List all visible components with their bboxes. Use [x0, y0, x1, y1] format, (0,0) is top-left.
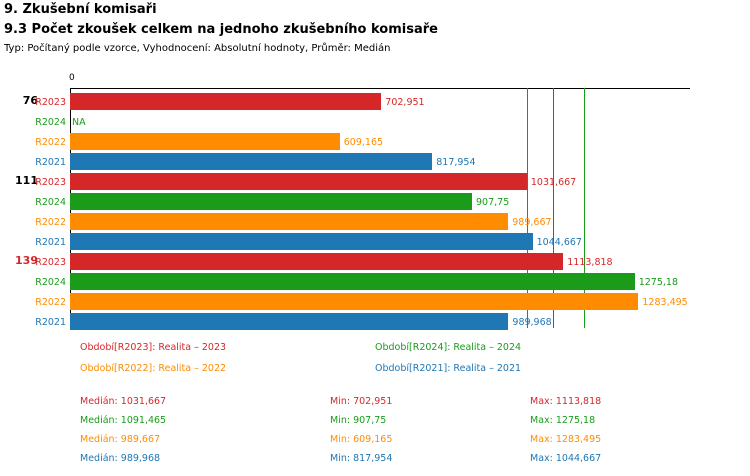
legend-item-r2024[interactable]: Období[R2024]: Realita – 2024: [375, 342, 522, 353]
category-label-111-R2024: R2024: [35, 197, 66, 208]
bar-value-111-R2024: 907,75: [476, 197, 510, 208]
bar-76-R2023: [70, 93, 381, 110]
bar-value-76-R2022: 609,165: [343, 137, 384, 148]
stat-min-r2023: Min: 702,951: [330, 396, 393, 407]
legend-item-r2022[interactable]: Období[R2022]: Realita – 2022: [80, 363, 227, 374]
category-label-76-R2023: R2023: [35, 97, 66, 108]
bar-111-R2022: [70, 213, 508, 230]
gridline-1: [553, 88, 554, 328]
bar-value-139-R2023: 1113,818: [567, 257, 613, 268]
page-title: 9. Zkušební komisaři: [4, 2, 157, 17]
axis-top-line: [70, 88, 690, 89]
chart-plot-area: [70, 88, 690, 328]
category-label-139-R2021: R2021: [35, 317, 66, 328]
bar-value-76-R2023: 702,951: [385, 97, 425, 108]
bar-111-R2021: [70, 233, 533, 250]
stat-max-r2021: Max: 1044,667: [530, 453, 602, 464]
stat-median-r2023: Medián: 1031,667: [80, 396, 167, 407]
category-label-76-R2024: R2024: [35, 117, 66, 128]
bar-value-139-R2022: 1283,495: [642, 297, 688, 308]
group-label-139: 139: [15, 254, 38, 267]
stat-min-r2022: Min: 609,165: [330, 434, 393, 445]
bar-value-139-R2021: 989,968: [512, 317, 552, 328]
gridline-0: [527, 88, 528, 328]
bar-value-76-R2024: NA: [72, 117, 86, 128]
category-label-76-R2022: R2022: [35, 137, 66, 148]
category-label-111-R2022: R2022: [35, 217, 66, 228]
category-label-139-R2022: R2022: [35, 297, 66, 308]
stat-median-r2022: Medián: 989,667: [80, 434, 161, 445]
bar-value-139-R2024: 1275,18: [638, 277, 679, 288]
stat-max-r2024: Max: 1275,18: [530, 415, 596, 426]
category-label-111-R2021: R2021: [35, 237, 66, 248]
bar-111-R2024: [70, 193, 472, 210]
group-label-76: 76: [22, 94, 38, 107]
bar-value-111-R2022: 989,667: [512, 217, 552, 228]
stat-max-r2023: Max: 1113,818: [530, 396, 602, 407]
stat-median-r2021: Medián: 989,968: [80, 453, 161, 464]
category-label-76-R2021: R2021: [35, 157, 66, 168]
stat-max-r2022: Max: 1283,495: [530, 434, 602, 445]
category-label-139-R2023: R2023: [35, 257, 66, 268]
bar-139-R2023: [70, 253, 563, 270]
legend-item-r2023[interactable]: Období[R2023]: Realita – 2023: [80, 342, 227, 353]
bar-76-R2021: [70, 153, 432, 170]
gridline-2: [584, 88, 585, 328]
stat-min-r2021: Min: 817,954: [330, 453, 393, 464]
legend-item-r2021[interactable]: Období[R2021]: Realita – 2021: [375, 363, 522, 374]
bar-111-R2023: [70, 173, 527, 190]
bar-value-111-R2021: 1044,667: [536, 237, 582, 248]
group-label-111: 111: [15, 174, 38, 187]
bar-139-R2022: [70, 293, 638, 310]
bar-value-111-R2023: 1031,667: [530, 177, 577, 188]
category-label-111-R2023: R2023: [35, 177, 66, 188]
bar-139-R2021: [70, 313, 508, 330]
stat-min-r2024: Min: 907,75: [330, 415, 387, 426]
bar-76-R2022: [70, 133, 340, 150]
axis-zero-label: 0: [69, 73, 75, 83]
bar-value-76-R2021: 817,954: [436, 157, 476, 168]
category-label-139-R2024: R2024: [35, 277, 66, 288]
chart-title: 9.3 Počet zkoušek celkem na jednoho zkušebního komisaře: [4, 22, 438, 37]
bar-139-R2024: [70, 273, 635, 290]
chart-subtitle: Typ: Počítaný podle vzorce, Vyhodnocení: Absolutní hodnoty, Průměr: Medián: [4, 43, 391, 54]
stat-median-r2024: Medián: 1091,465: [80, 415, 167, 426]
